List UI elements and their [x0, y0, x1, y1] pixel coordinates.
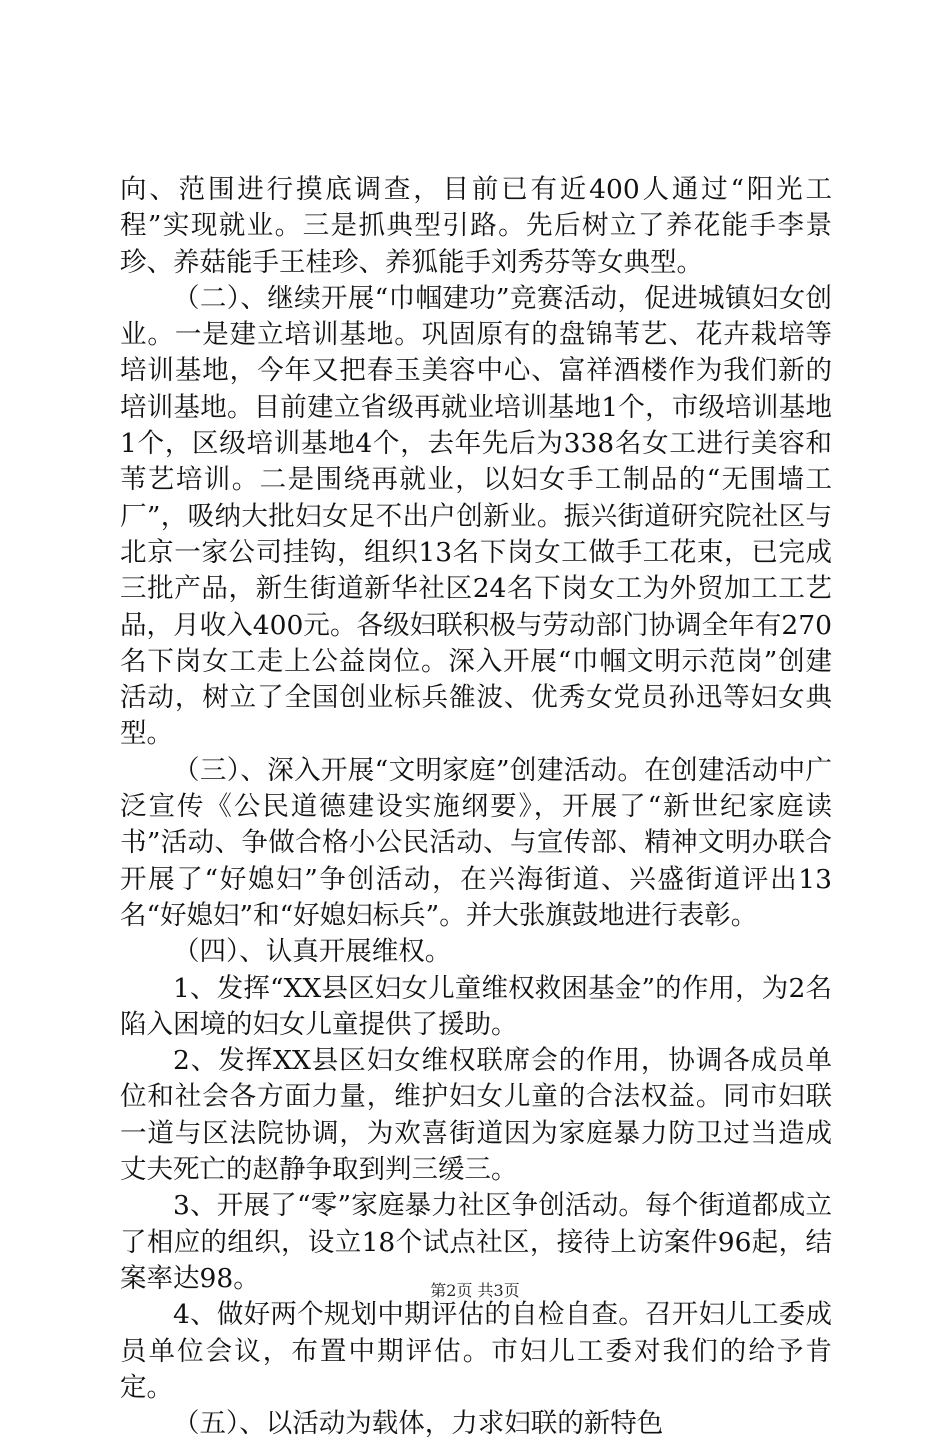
section-heading-5: （五）、以活动为载体，力求妇联的新特色	[173, 1408, 664, 1440]
list-item-4: 4、做好两个规划中期评估的自检自查。召开妇儿工委成员单位会议，布置中期评估。市妇儿工委对我们的给予肯定。	[120, 1299, 832, 1403]
list-item-1: 1、发挥“XX县区妇女儿童维权救困基金”的作用，为2名陷入困境的妇女儿童提供了援助。	[120, 972, 832, 1040]
section-heading-4: （四）、认真开展维权。	[173, 936, 452, 968]
document-body	[120, 172, 832, 1442]
paragraph-3: （三）、深入开展“文明家庭”创建活动。在创建活动中广泛宣传《公民道德建设实施纲要》，开展了“新世纪家庭读书”活动、争做合格小公民活动、与宣传部、精神文明办联合开展了“好媳妇”争创活动，在兴海街道、兴盛街道评出13名“好媳妇”和“好媳妇标兵”。并大张旗鼓地进行表彰。	[120, 754, 832, 931]
paragraph-1: 向、范围进行摸底调查，目前已有近400人通过“阳光工程”实现就业。三是抓典型引路。先后树立了养花能手李景珍、养菇能手王桂珍、养狐能手刘秀芬等女典型。	[120, 174, 832, 278]
page-footer: 第2页 共3页	[430, 1281, 520, 1300]
list-item-2: 2、发挥XX县区妇女维权联席会的作用，协调各成员单位和社会各方面力量，维护妇女儿童的合法权益。同市妇联一道与区法院协调，为欢喜街道因为家庭暴力防卫过当造成丈夫死亡的赵静争取到判三缓三。	[120, 1045, 832, 1186]
list-item-3: 3、开展了“零”家庭暴力社区争创活动。每个街道都成立了相应的组织，设立18个试点社区，接待上访案件96起，结案率达98。	[120, 1190, 832, 1294]
paragraph-2: （二）、继续开展“巾帼建功”竞赛活动，促进城镇妇女创业。一是建立培训基地。巩固原有的盘锦苇艺、花卉栽培等培训基地，今年又把春玉美容中心、富祥酒楼作为我们新的培训基地。目前建立省级再就业培训基地1个，市级培训基地1个，区级培训基地4个，去年先后为338名女工进行美容和苇艺培训。二是围绕再就业，以妇女手工制品的“无围墙工厂”，吸纳大批妇女足不出户创新业。振兴街道研究院社区与北京一家公司挂钩，组织13名下岗女工做手工花束，已完成三批产品，新生街道新华社区24名下岗女工为外贸加工工艺品，月收入400元。各级妇联积极与劳动部门协调全年有270名下岗女工走上公益岗位。深入开展“巾帼文明示范岗”创建活动，树立了全国创业标兵雒波、优秀女党员孙迅等妇女典型。	[120, 282, 832, 750]
